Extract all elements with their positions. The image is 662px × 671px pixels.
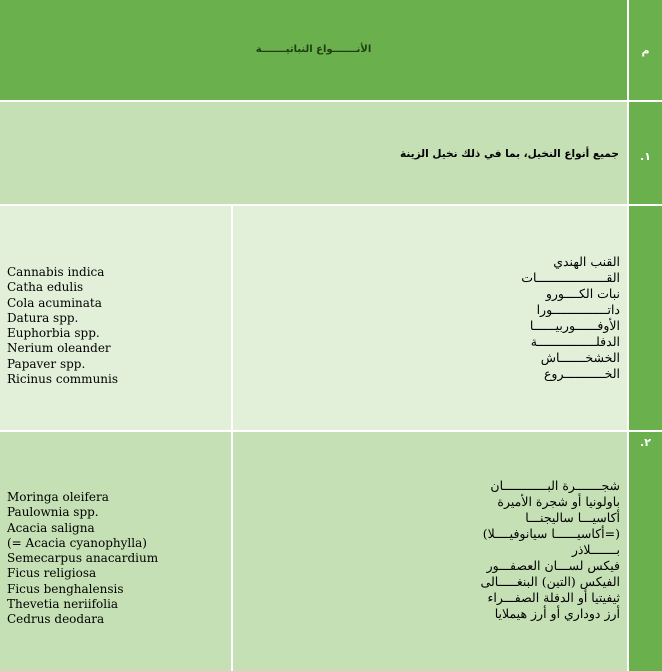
latin-name: Euphorbia spp. [7, 326, 100, 341]
arabic-name: أكاسيـــا ساليجنـــا [525, 510, 620, 525]
row-2-latin-list [7, 265, 118, 387]
latin-name: Papaver spp. [7, 356, 86, 371]
row-3-number: .٢ [640, 436, 651, 449]
arabic-name: داتـــــــــــــــورا [536, 302, 620, 317]
arabic-name: ثيفيتيا أو الدفلة الصفـــراء [487, 590, 620, 605]
arabic-name: نبات الكــــورو [545, 286, 620, 301]
row-2-number-cell [629, 206, 662, 430]
latin-name: Thevetia neriifolia [7, 597, 119, 612]
row-3-latin-list [7, 490, 158, 628]
header-number-cell [629, 0, 662, 100]
arabic-name: شجـــــــرة البــــــــــــان [490, 478, 620, 493]
header-number-label: م [641, 44, 650, 57]
row-3-latin-cell [0, 432, 231, 671]
arabic-name: الخشخـــــــاش [540, 350, 620, 365]
latin-name: Ricinus communis [7, 372, 119, 387]
latin-name: Paulownia spp. [7, 505, 99, 520]
latin-name: Ficus benghalensis [7, 581, 124, 596]
row-3-number-cell [629, 432, 662, 671]
latin-name: (= Acacia cyanophylla) [7, 535, 147, 550]
latin-name: Acacia saligna [7, 520, 95, 535]
latin-name: Cola acuminata [7, 295, 102, 310]
arabic-name: (=أكاسيــــــا سيانوفيــــلا) [482, 526, 620, 541]
latin-name: Nerium oleander [7, 341, 111, 356]
arabic-name: أرز دوداري أو أرز هيملايا [494, 606, 620, 621]
latin-name: Cannabis indica [7, 265, 105, 279]
row-2-arabic-cell [233, 206, 627, 430]
header-title-cell [0, 0, 627, 100]
row-3-arabic-cell [233, 432, 627, 671]
latin-name: Cedrus deodara [7, 612, 105, 627]
row-3-arabic-list [481, 478, 620, 622]
row-1-number: .١ [640, 150, 651, 163]
latin-name: Ficus religiosa [7, 566, 97, 581]
arabic-name: الفيكس (التين) البنغـــــالى [480, 574, 620, 589]
latin-name: Moringa oleifera [7, 490, 109, 504]
latin-name: Datura spp. [7, 310, 79, 325]
arabic-name: القـــــــــــــــــــات [521, 270, 620, 285]
arabic-name: فيكس لســـان العصفـــور [486, 558, 620, 573]
row-1-number-cell [629, 102, 662, 204]
latin-name: Semecarpus anacardium [7, 551, 159, 566]
arabic-name: الخـــــــــــروع [543, 366, 620, 381]
latin-name: Catha edulis [7, 280, 84, 295]
row-1-text: جميع أنواع النخيل، بما في ذلك نخيل الزينة [400, 148, 619, 160]
arabic-name: بـــــــلاذر [571, 542, 620, 557]
arabic-name: الدفلــــــــــــــــة [530, 334, 620, 349]
row-2-latin-cell [0, 206, 231, 430]
arabic-name: القنب الهندي [553, 254, 620, 269]
header-title: الأنـــــــواع النباتيـــــــة [255, 44, 372, 55]
row-1-content-cell [0, 102, 627, 204]
arabic-name: باولونيا أو شجرة الأميرة [497, 494, 620, 509]
row-2-arabic-list [521, 254, 620, 382]
arabic-name: الأوفــــــوربيــــــا [529, 318, 620, 333]
